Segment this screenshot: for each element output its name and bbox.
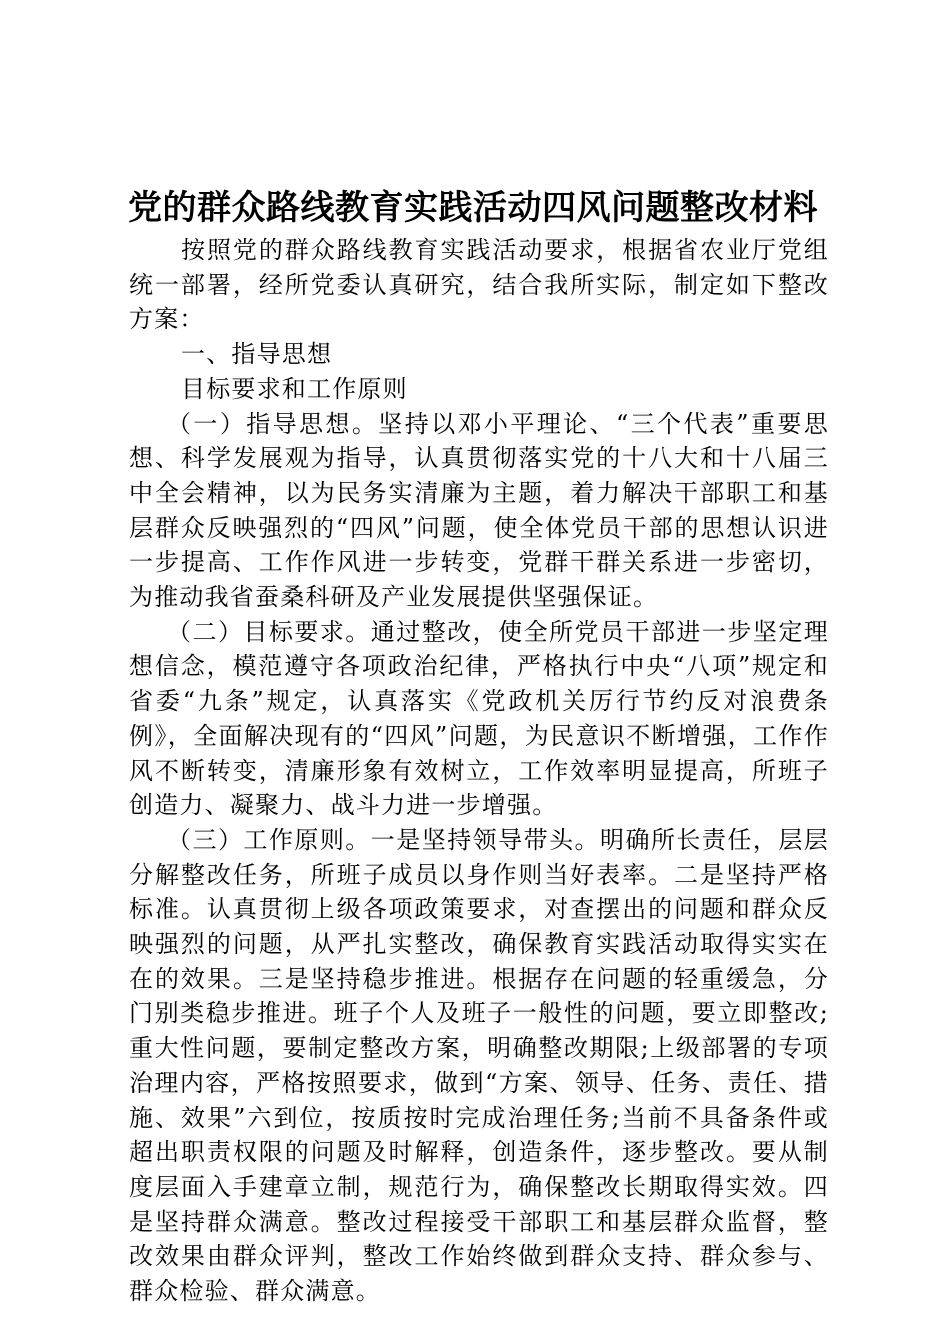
principles-paragraph: （三）工作原则。一是坚持领导带头。明确所长责任，层层分解整改任务，所班子成员以身作则当好表率。二是坚持严格标准。认真贯彻上级各项政策要求，对查摆出的问题和群众反映强烈的问题，从严扎实整改，确保教育实践活动取得实实在在的效果。三是坚持稳步推进。根据存在问题的轻重缓急，分门别类稳步推进。班子个人及班子一般性的问题，要立即整改;重大性问题，要制定整改方案，明确整改期限;上级部署的专项治理内容，严格按照要求，做到“方案、领导、任务、责任、措施、效果”六到位，按质按时完成治理任务;当前不具备条件或超出职责权限的问题及时解释，创造条件，逐步整改。要从制度层面入手建章立制，规范行为，确保整改长期取得实效。四是坚持群众满意。整改过程接受干部职工和基层群众监督，整改效果由群众评判，整改工作始终做到群众支持、群众参与、群众检验、群众满意。 bbox=[129, 825, 829, 1306]
intro-paragraph: 按照党的群众路线教育实践活动要求，根据省农业厅党组统一部署，经所党委认真研究，结合我所实际，制定如下整改方案： bbox=[129, 236, 829, 334]
section-subheading: 目标要求和工作原则 bbox=[181, 374, 408, 403]
goals-paragraph: （二）目标要求。通过整改，使全所党员干部进一步坚定理想信念，模范遵守各项政治纪律，严格执行中央“八项”规定和省委“九条”规定，认真落实《党政机关厉行节约反对浪费条例》，全面解决现有的“四风”问题，为民意识不断增强，工作作风不断转变，清廉形象有效树立，工作效率明显提高，所班子创造力、凝聚力、战斗力进一步增强。 bbox=[129, 617, 829, 820]
document-title: 党的群众路线教育实践活动四风问题整改材料 bbox=[128, 188, 818, 228]
document-body bbox=[129, 233, 829, 1309]
guiding-ideology-paragraph: （一）指导思想。坚持以邓小平理论、“三个代表”重要思想、科学发展观为指导，认真贯彻落实党的十八大和十八届三中全会精神，以为民务实清廉为主题，着力解决干部职工和基层群众反映强烈的“四风”问题，使全体党员干部的思想认识进一步提高、工作作风进一步转变，党群干群关系进一步密切，为推动我省蚕桑科研及产业发展提供坚强保证。 bbox=[129, 409, 829, 612]
section-heading: 一、指导思想 bbox=[181, 340, 333, 369]
